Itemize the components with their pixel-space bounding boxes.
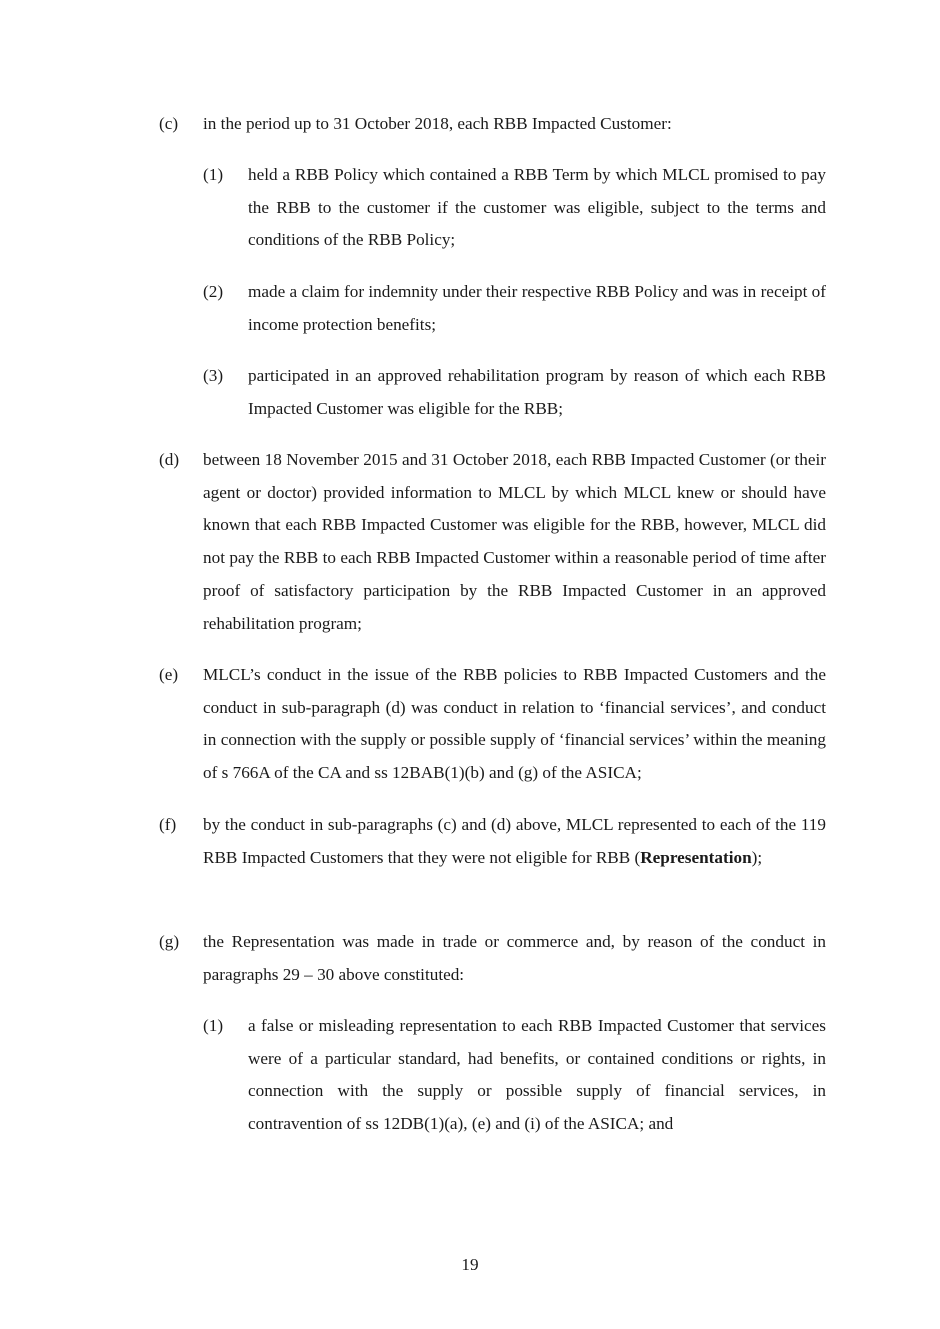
subparagraph-label-c2: (2) — [203, 282, 224, 301]
paragraph-label-d: (d) — [159, 450, 180, 469]
subparagraph-c3-text: participated in an approved rehabilitation program by reason of which each RBB Impacted Customer was eligible for the RBB; — [248, 366, 826, 418]
subparagraph-label-c3: (3) — [203, 366, 224, 385]
subparagraph-c1-text: held a RBB Policy which contained a RBB Term by which MLCL promised to pay the RBB to the customer if the customer was eligible, subject to the terms and conditions of the RBB Policy; — [248, 165, 826, 250]
subparagraph-g1-text: a false or misleading representation to each RBB Impacted Customer that services were of a particular standard, had benefits, or contained conditions or rights, in connection with the supply or possible supply of financial services, in contravention of ss 12DB(1)(a), (e) and (i) of the ASICA; and — [248, 1016, 826, 1134]
subparagraph-label-c1: (1) — [203, 165, 224, 184]
paragraph-f-text-before: by the conduct in sub-paragraphs (c) and (d) above, MLCL represented to each of the 119 RBB Impacted Customers that they were not eligible for RBB ( — [203, 815, 826, 867]
subparagraph-c2-text: made a claim for indemnity under their respective RBB Policy and was in receipt of income protection benefits; — [248, 282, 826, 334]
page-number: 19 — [461, 1255, 479, 1274]
paragraph-label-e: (e) — [159, 665, 179, 684]
subparagraph-label-g1: (1) — [203, 1016, 224, 1035]
defined-term-representation: Representation — [640, 847, 752, 867]
paragraph-label-f: (f) — [159, 815, 177, 834]
paragraph-label-g: (g) — [159, 932, 180, 951]
paragraph-f-text — [203, 809, 826, 874]
paragraph-g-text: the Representation was made in trade or commerce and, by reason of the conduct in paragraphs 29 – 30 above constituted: — [203, 932, 826, 984]
paragraph-e-text: MLCL’s conduct in the issue of the RBB policies to RBB Impacted Customers and the conduct in sub-paragraph (d) was conduct in relation to ‘financial services’, and conduct in connection with the supply or possible supply of ‘financial services’ within the meaning of s 766A of the CA and ss 12BAB(1)(b) and (g) of the ASICA; — [203, 665, 826, 783]
paragraph-d-text: between 18 November 2015 and 31 October 2018, each RBB Impacted Customer (or their agent or doctor) provided information to MLCL by which MLCL knew or should have known that each RBB Impacted Customer was eligible for the RBB, however, MLCL did not pay the RBB to each RBB Impacted Customer within a reasonable period of time after proof of satisfactory participation by the RBB Impacted Customer in an approved rehabilitation program; — [203, 450, 826, 633]
paragraph-c-text: in the period up to 31 October 2018, each RBB Impacted Customer: — [203, 114, 672, 133]
paragraph-f-text-after: ); — [751, 847, 763, 867]
paragraph-label-c: (c) — [159, 114, 179, 133]
